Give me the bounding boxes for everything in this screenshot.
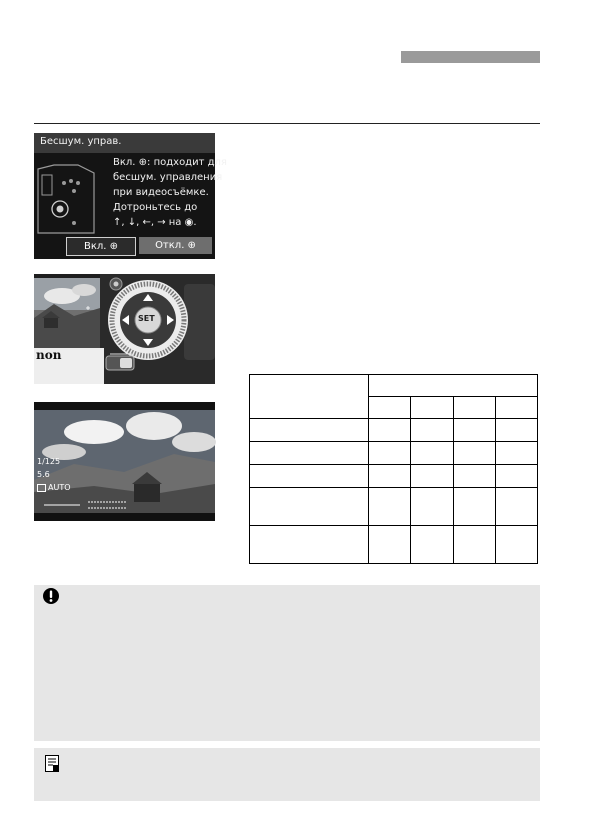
table-cell — [250, 442, 369, 465]
table-cell — [453, 442, 495, 465]
menu-description-line: Дотроньтесь до — [113, 202, 198, 213]
menu-description-line: бесшум. управления — [113, 172, 223, 183]
table-cell — [411, 442, 453, 465]
table-cell — [495, 419, 537, 442]
shutter-speed: 1/125 — [37, 457, 61, 466]
iso-icon — [37, 484, 46, 492]
table-cell — [453, 397, 495, 419]
table-cell — [369, 442, 411, 465]
menu-description — [113, 155, 227, 230]
table-cell — [250, 526, 369, 564]
table-cell — [250, 419, 369, 442]
table-cell — [411, 526, 453, 564]
table-cell — [369, 397, 411, 419]
table-cell — [411, 488, 453, 526]
menu-title: Бесшум. управ. — [40, 136, 122, 147]
table-cell — [453, 488, 495, 526]
camera-back-photo — [34, 274, 215, 384]
aperture: 5.6 — [37, 470, 50, 479]
table-row — [250, 526, 538, 564]
silent-control-menu-screen — [34, 133, 227, 259]
iso-value: AUTO — [48, 483, 71, 492]
table-row — [250, 419, 538, 442]
set-button-label: SET — [138, 314, 155, 323]
caution-icon — [42, 587, 60, 605]
table-cell — [411, 397, 453, 419]
camera-outline-graphic — [34, 159, 114, 237]
memo-icon — [45, 755, 59, 772]
table-cell — [453, 419, 495, 442]
section-tab — [401, 51, 540, 63]
table-cell — [369, 488, 411, 526]
table-header-cell — [369, 375, 538, 397]
liveview-scene — [34, 402, 215, 521]
brand-fragment: non — [36, 348, 62, 362]
table-cell — [369, 465, 411, 488]
table-cell — [453, 526, 495, 564]
camera-back-illustration — [34, 274, 215, 384]
table-row — [250, 488, 538, 526]
table-row — [250, 442, 538, 465]
menu-description-line: Вкл. ⊕: подходит для — [113, 157, 227, 168]
header-rule — [34, 123, 540, 124]
table-cell — [453, 465, 495, 488]
table-cell — [369, 419, 411, 442]
option-on-button[interactable]: Вкл. ⊕ — [66, 237, 136, 256]
menu-description-line: при видеосъёмке. — [113, 187, 209, 198]
liveview-screen — [34, 402, 215, 521]
table-cell — [411, 419, 453, 442]
table-row — [250, 465, 538, 488]
table-cell — [411, 465, 453, 488]
table-cell — [250, 465, 369, 488]
table-cell — [369, 526, 411, 564]
caution-note-box — [34, 585, 540, 741]
table-cell — [495, 526, 537, 564]
table-header-cell — [250, 375, 369, 419]
table-cell — [250, 488, 369, 526]
table-cell — [495, 488, 537, 526]
table-cell — [495, 397, 537, 419]
table-cell — [495, 442, 537, 465]
table-cell — [495, 465, 537, 488]
settings-table — [249, 374, 538, 564]
iso-setting — [37, 483, 71, 492]
menu-description-line: ↑, ↓, ←, → на ◉. — [113, 217, 197, 228]
option-off-button[interactable]: Откл. ⊕ — [139, 237, 212, 254]
memo-note-box — [34, 748, 540, 801]
